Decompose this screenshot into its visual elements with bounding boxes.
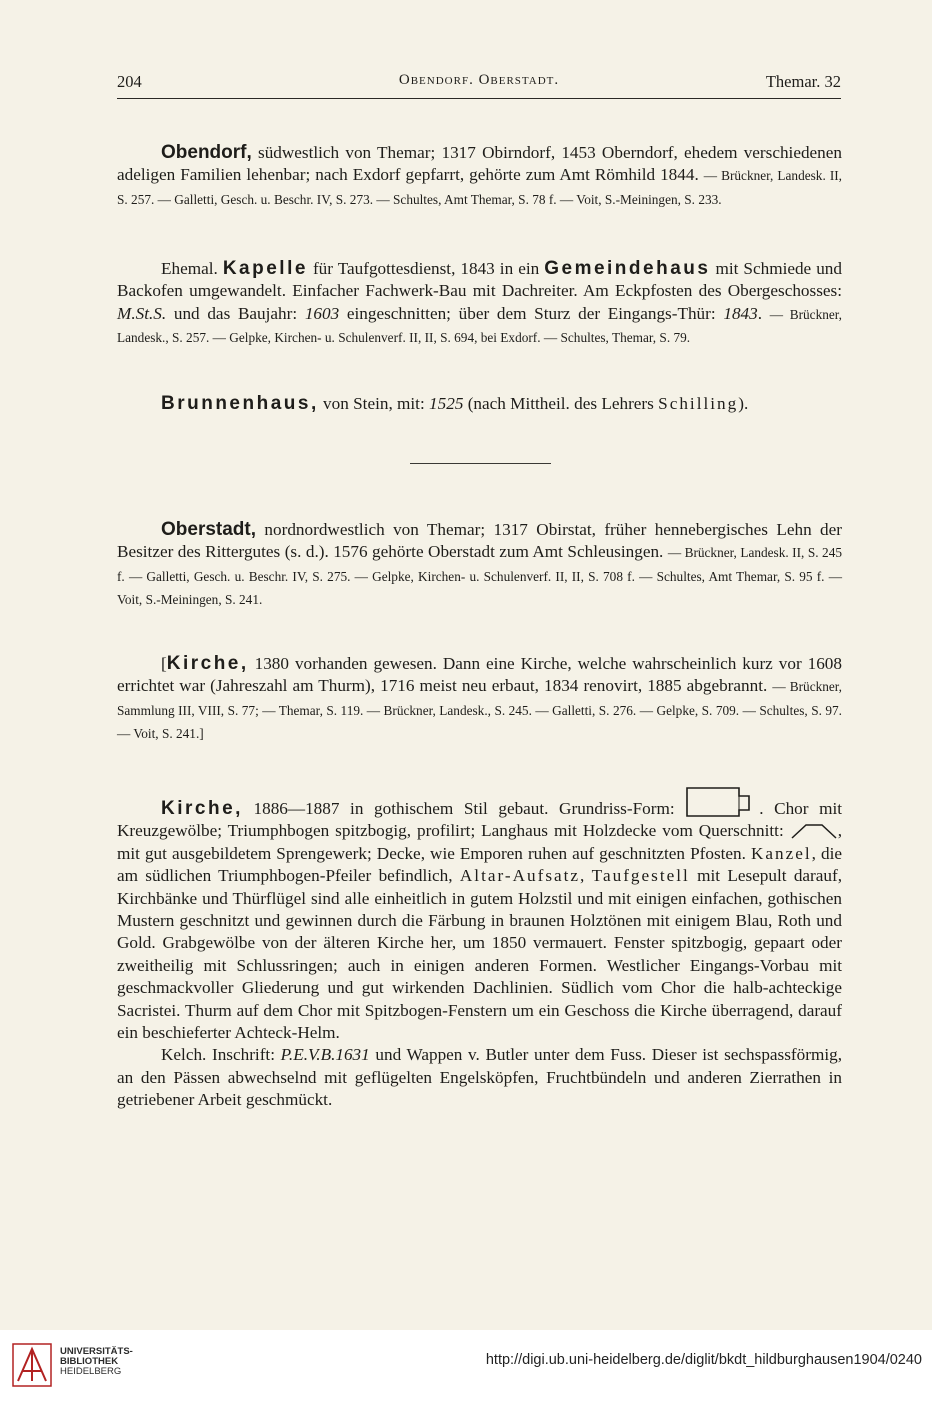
- kirche-new-text-6: mit Lesepult darauf, Kirchbänke und Thürflügel sind alle einheitlich in gutem Holzstil und mit einigen einfachen, gothischen Mustern geschnitzt und gewinnen durch die Färbung in braunen Holztönen mit einigem Blau, Roth und Gold. Grabgewölbe von der älteren Kirche her, um 1850 vermauert. Fenster spitzbogig, gepaart oder zweitheilig mit Schlussringen; auch in einigen anderen Formen. Westlicher Eingangs-Vorbau mit geschmackvoller Gliederung und gut wirkenden Dachlinien. Südlich vom Chor die halb-achteckige Sacristei. Thurm auf dem Chor mit Spitzbogen-Fenstern um ein Geschoss die Kirche überragend, darauf ein beschieferter Achteck-Helm.: [117, 866, 843, 1043]
- brunnenhaus-entry: [117, 393, 842, 415]
- kirche-new-heading: Kirche,: [161, 798, 243, 819]
- kapelle-text-1: für Taufgottesdienst, 1843 in ein: [307, 259, 545, 278]
- kirche-new-text-4: , die am südlichen Triumphbogen-Pfeiler befindlich,: [117, 843, 842, 886]
- kapelle-year-2: 1843: [723, 303, 758, 323]
- brunnenhaus-heading: Brunnenhaus,: [161, 393, 319, 414]
- kapelle-text-2: mit Schmiede und Backofen umgewandelt. Einfacher Fachwerk-Bau mit Dachreiter. Am Eckpfosten des Obergeschosses:: [117, 259, 842, 301]
- gemeindehaus-heading: Gemeindehaus: [544, 258, 711, 279]
- kirche-old-text: 1380 vorhanden gewesen. Dann eine Kirche, welche wahrscheinlich kurz vor 1608 errichtet war (Jahreszahl am Thurm), 1716 meist neu erbaut, 1834 renovirt, 1885 abgebrannt.: [117, 654, 842, 696]
- obendorf-heading: Obendorf,: [161, 142, 252, 163]
- kirche-new-text-3: , mit gut ausgebildetem Sprengewerk; Decke, wie Emporen ruhen auf geschnitzten Pfosten.: [117, 821, 842, 863]
- oberstadt-text: nordnordwestlich von Themar; 1317 Obirstat, früher hennebergisches Lehn der Besitzer des Rittergutes (s. d.). 1576 gehörte Oberstadt zum Amt Schleusingen.: [117, 520, 842, 562]
- kelch-text-1: Kelch. Inschrift:: [161, 1045, 281, 1065]
- kirche-new-text-2: . Chor mit Kreuzgewölbe; Triumphbogen spitzbogig, profilirt; Langhaus mit Holzdecke vom Querschnitt:: [117, 799, 842, 841]
- brunnenhaus-text-3: ).: [738, 394, 749, 413]
- kirche-old-references: — Brückner, Sammlung III, VIII, S. 77; — Themar, S. 119. — Brückner, Landesk., S. 245. — Galletti, S. 276. — Gelpke, S. 709. — Schultes, S. 97. — Voit, S. 241.]: [117, 679, 843, 742]
- kirche-old-heading: Kirche,: [166, 653, 249, 674]
- brunnenhaus-text-2: (nach Mittheil. des Lehrers: [463, 394, 659, 413]
- altar-term: Altar-Aufsatz: [459, 866, 581, 886]
- kapelle-year: 1603: [304, 303, 340, 323]
- kirche-old-entry: [117, 653, 842, 746]
- kirche-old-bracket: [: [161, 654, 167, 673]
- kapelle-text-5: .: [757, 303, 770, 323]
- library-line-1: UNIVERSITÄTS-: [60, 1346, 133, 1357]
- page-number: 204: [117, 72, 142, 91]
- brunnenhaus-text-1: von Stein, mit:: [318, 394, 430, 413]
- running-header: [117, 72, 841, 99]
- library-line-3: HEIDELBERG: [60, 1366, 122, 1377]
- taufgestell-term: Taufgestell: [591, 866, 690, 886]
- kelch-inscription: P.E.V.B.1631: [280, 1045, 370, 1065]
- footer-bar: [0, 1330, 932, 1401]
- kapelle-entry: [117, 258, 842, 350]
- library-logo-icon: [12, 1343, 52, 1387]
- ground-plan-icon: [685, 786, 759, 818]
- brunnenhaus-year: 1525: [429, 394, 464, 413]
- library-name: [60, 1347, 133, 1377]
- kirche-new-text-5: ,: [580, 866, 592, 886]
- obendorf-references: — Brückner, Landesk. II, S. 257. — Galletti, Gesch. u. Beschr. IV, S. 273. — Schultes, Amt Themar, S. 78 f. — Voit, S.-Meiningen, S. 233.: [117, 168, 842, 207]
- kapelle-references: — Brückner, Landesk., S. 257. — Gelpke, Kirchen- u. Schulenverf. II, II, S. 694, bei Exdorf. — Schultes, Themar, S. 79.: [117, 306, 843, 346]
- kapelle-intro: Ehemal.: [161, 259, 223, 278]
- kapelle-inscription: M.St.S.: [117, 303, 167, 323]
- header-section-number: 32: [824, 72, 841, 91]
- kanzel-term: Kanzel: [750, 843, 812, 863]
- library-line-2: BIBLIOTHEK: [60, 1356, 119, 1367]
- source-url-link[interactable]: http://digi.ub.uni-heidelberg.de/diglit/bkdt_hildburghausen1904/0240: [485, 1352, 922, 1368]
- brunnenhaus-person: Schilling: [658, 394, 739, 413]
- kapelle-heading: Kapelle: [222, 258, 308, 279]
- oberstadt-entry: [117, 519, 842, 612]
- kapelle-text-4: eingeschnitten; über dem Sturz der Eingangs-Thür:: [339, 303, 724, 323]
- oberstadt-references: — Brückner, Landesk. II, S. 245 f. — Galletti, Gesch. u. Beschr. IV, S. 275. — Gelpke, Kirchen- u. Schulenverf. II, II, S. 708 f. — Schultes, Amt Themar, S. 95 f. — Voit, S.-Meiningen, S. 241.: [117, 545, 842, 608]
- obendorf-entry: [117, 142, 842, 211]
- kapelle-text-3: und das Baujahr:: [166, 303, 305, 323]
- kirche-new-text-1: 1886—1887 in gothischem Stil gebaut. Grundriss-Form:: [242, 799, 686, 818]
- kelch-text-2: und Wappen v. Butler unter dem Fuss. Dieser ist sechspassförmig, an den Pässen abwechselnd mit geflügelten Engelsköpfen, Fruchtbündeln und anderen Zierrathen in getriebener Arbeit geschmückt.: [117, 1045, 842, 1110]
- obendorf-text: südwestlich von Themar; 1317 Obirndorf, 1453 Oberndorf, ehedem verschiedenen adeligen Familien lehenbar; nach Exdorf gepfarrt, gehörte zum Amt Römhild 1844.: [117, 143, 842, 185]
- oberstadt-heading: Oberstadt,: [161, 519, 257, 540]
- header-section: [766, 72, 841, 92]
- cross-section-icon: [790, 822, 838, 840]
- header-title: Obendorf. Oberstadt.: [398, 72, 560, 88]
- kirche-new-entry: [117, 786, 842, 1112]
- header-section-name: Themar.: [765, 72, 821, 91]
- section-divider: [410, 463, 551, 464]
